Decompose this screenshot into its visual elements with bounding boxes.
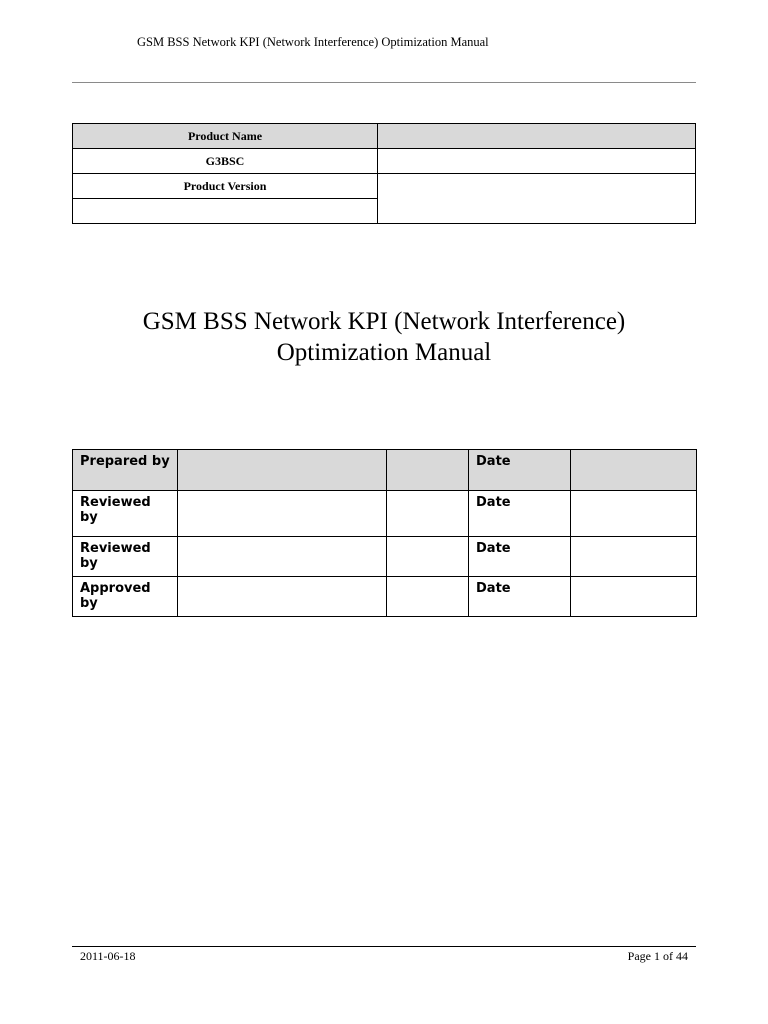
product-version-value-blank — [378, 174, 696, 224]
table-row — [73, 536, 697, 576]
date-value-cell — [571, 450, 697, 491]
signature-cell — [387, 491, 469, 536]
name-cell — [178, 576, 387, 616]
footer-divider — [72, 946, 696, 947]
signature-cell — [387, 576, 469, 616]
date-label: Date — [469, 491, 571, 536]
document-title — [72, 306, 696, 368]
date-label: Date — [469, 536, 571, 576]
table-row — [73, 450, 697, 491]
product-version-value — [73, 199, 378, 224]
table-row — [73, 491, 697, 536]
signature-cell — [387, 450, 469, 491]
approval-table — [72, 449, 697, 617]
table-row — [73, 576, 697, 616]
name-cell — [178, 536, 387, 576]
product-name-label: Product Name — [73, 124, 378, 149]
date-label: Date — [469, 576, 571, 616]
name-cell — [178, 491, 387, 536]
page-number: Page 1 of 44 — [627, 949, 688, 963]
title-line-1: GSM BSS Network KPI (Network Interference) — [142, 308, 626, 335]
product-name-value-blank — [378, 149, 696, 174]
table-row — [73, 174, 696, 199]
date-value-cell — [571, 491, 697, 536]
date-value-cell — [571, 536, 697, 576]
role-label: Approved by — [73, 576, 178, 616]
product-name-header-blank — [378, 124, 696, 149]
role-label: Reviewed by — [73, 491, 178, 536]
date-value-cell — [571, 576, 697, 616]
product-table — [72, 123, 696, 224]
name-cell — [178, 450, 387, 491]
signature-cell — [387, 536, 469, 576]
date-label: Date — [469, 450, 571, 491]
running-header: GSM BSS Network KPI (Network Interference) Optimization Manual — [137, 35, 489, 49]
role-label: Reviewed by — [73, 536, 178, 576]
header-divider — [72, 82, 696, 83]
product-version-label: Product Version — [73, 174, 378, 199]
table-row — [73, 149, 696, 174]
table-row — [73, 124, 696, 149]
role-label: Prepared by — [73, 450, 178, 491]
title-line-2: Optimization Manual — [276, 339, 492, 366]
product-name-value: G3BSC — [73, 149, 378, 174]
footer-date: 2011-06-18 — [80, 949, 136, 963]
